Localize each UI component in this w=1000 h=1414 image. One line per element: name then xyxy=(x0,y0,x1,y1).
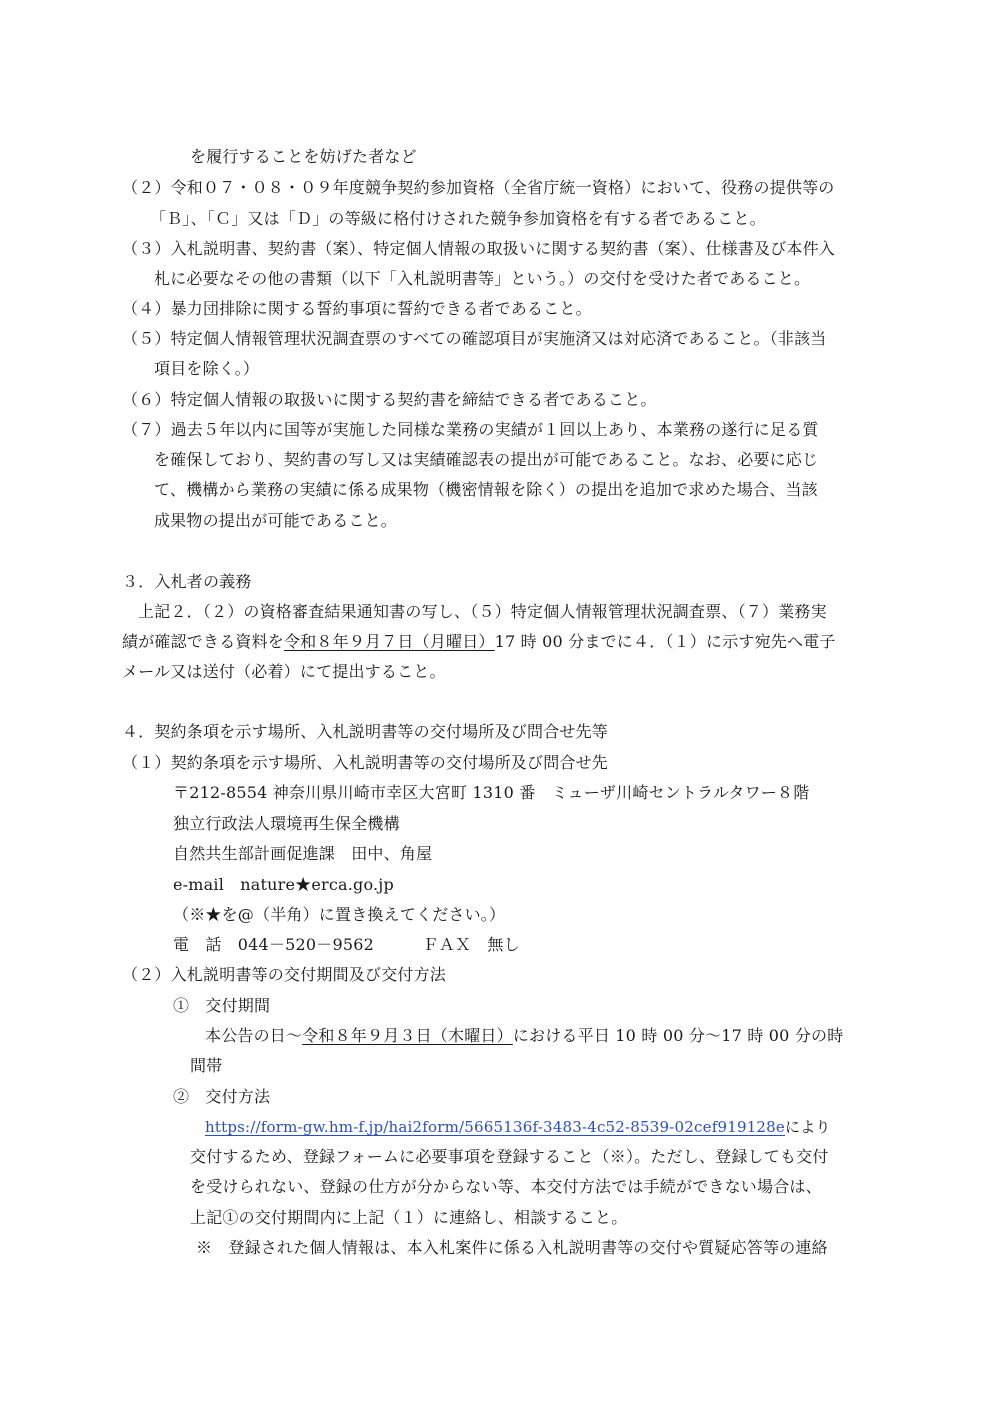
text-span: 17 時 00 分までに４．（１）に示す宛先へ電子 xyxy=(494,632,836,651)
period-date: 令和８年９月３日（木曜日） xyxy=(302,1026,513,1045)
text-span: における平日 10 時 00 分～17 時 00 分の時 xyxy=(512,1026,844,1045)
text-span: により xyxy=(785,1118,831,1136)
deadline-date: 令和８年９月７日（月曜日） xyxy=(284,632,495,651)
text-line: ① 交付期間 xyxy=(173,996,271,1015)
text-line: （４）暴力団排除に関する誓約事項に誓約できる者であること。 xyxy=(122,299,592,318)
text-line: 間帯 xyxy=(190,1056,223,1075)
text-line: （７）過去５年以内に国等が実施した同様な業務の実績が１回以上あり、本業務の遂行に足る質 xyxy=(122,420,819,439)
text-line: （５）特定個人情報管理状況調査票のすべての確認項目が実施済又は対応済であること。（非該当 xyxy=(122,329,827,348)
contact-phone: 電 話 044－520－9562 ＦＡＸ 無し xyxy=(173,935,520,954)
note-line: ※ 登録された個人情報は、本入札案件に係る入札説明書等の交付や質疑応答等の連絡 xyxy=(196,1238,828,1257)
section-heading: ４．契約条項を示す場所、入札説明書等の交付場所及び問合せ先等 xyxy=(122,722,609,741)
section-heading: ３．入札者の義務 xyxy=(122,572,252,591)
text-line: を履行することを妨げた者など xyxy=(190,147,417,166)
text-line: 上記①の交付期間内に上記（１）に連絡し、相談すること。 xyxy=(190,1208,628,1227)
text-line: 上記２．（２）の資格審査結果通知書の写し、（５）特定個人情報管理状況調査票、（７）業務実 xyxy=(138,602,827,621)
text-line xyxy=(205,1117,831,1137)
text-line: （３）入札説明書、契約書（案）、特定個人情報の取扱いに関する契約書（案）、仕様書及び本件入 xyxy=(122,239,836,258)
text-line: ② 交付方法 xyxy=(173,1087,271,1106)
text-line: （２）入札説明書等の交付期間及び交付方法 xyxy=(122,965,447,984)
email-note: （※★を@（半角）に置き換えてください。） xyxy=(173,905,506,924)
text-line: を確保しており、契約書の写し又は実績確認表の提出が可能であること。なお、必要に応じ xyxy=(154,450,819,469)
text-line: を受けられない、登録の仕方が分からない等、本交付方法では手続ができない場合は、 xyxy=(190,1177,822,1196)
text-line: 交付するため、登録フォームに必要事項を登録すること（※）。ただし、登録しても交付 xyxy=(190,1147,829,1166)
text-line: （６）特定個人情報の取扱いに関する契約書を締結できる者であること。 xyxy=(122,390,657,409)
text-line: メール又は送付（必着）にて提出すること。 xyxy=(122,662,446,681)
address-line: 〒212-8554 神奈川県川崎市幸区大宮町 1310 番 ミューザ川崎セントラルタワー８階 xyxy=(173,783,810,802)
text-line xyxy=(122,632,836,652)
contact-email: e-mail nature★erca.go.jp xyxy=(173,875,394,894)
text-line: 札に必要なその他の書類（以下「入札説明書等」という。）の交付を受けた者であること。 xyxy=(154,269,811,288)
text-line: （２）令和０７・０８・０９年度競争契約参加資格（全省庁統一資格）において、役務の提供等の xyxy=(122,178,835,197)
text-span: 本公告の日～ xyxy=(205,1026,303,1045)
text-line: 「Ｂ」、「Ｃ」又は「Ｄ」の等級に格付けされた競争参加資格を有する者であること。 xyxy=(150,209,766,228)
text-line xyxy=(205,1026,843,1046)
registration-form-link[interactable]: https://form-gw.hm-f.jp/hai2form/5665136f-3483-4c52-8539-02cef919128e xyxy=(205,1118,785,1136)
text-line: 項目を除く。） xyxy=(154,359,260,378)
organization-name: 独立行政法人環境再生保全機構 xyxy=(173,814,400,833)
text-line: （１）契約条項を示す場所、入札説明書等の交付場所及び問合せ先 xyxy=(122,753,609,772)
contact-department: 自然共生部計画促進課 田中、角屋 xyxy=(173,844,433,863)
text-span: 績が確認できる資料を xyxy=(122,632,285,651)
text-line: 成果物の提出が可能であること。 xyxy=(154,511,398,530)
text-line: て、機構から業務の実績に係る成果物（機密情報を除く）の提出を追加で求めた場合、当該 xyxy=(154,480,818,499)
